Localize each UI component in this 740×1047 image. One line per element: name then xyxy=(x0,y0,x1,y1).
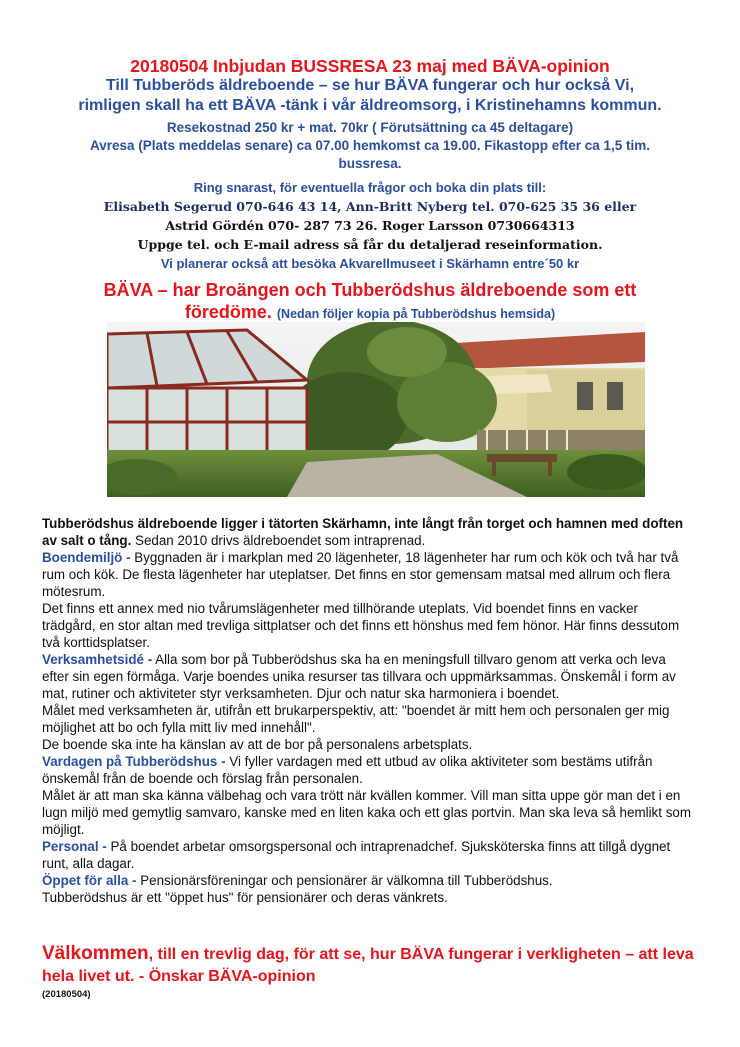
subtitle-line: rimligen skall ha ett BÄVA -tänk i vår äldreomsorg, i Kristinehamns kommun. xyxy=(78,97,662,114)
museum-note: Vi planerar också att besöka Akvarellmuseet i Skärhamn entre´50 kr xyxy=(160,256,580,271)
building-photo xyxy=(107,322,645,497)
headline-line-1: BÄVA – har Broängen och Tubberödshus äldreboende som ett xyxy=(103,280,637,300)
boendemiljo-paragraph xyxy=(42,549,692,600)
cost-line: Resekostnad 250 kr + mat. 70kr ( Förutsättning ca 45 deltagare) xyxy=(166,120,574,135)
section-headline xyxy=(40,279,700,325)
personal-text: På boendet arbetar omsorgspersonal och intraprenadchef. Sjuksköterska finns att tillgå dygnet runt, alla dagar. xyxy=(42,839,671,871)
oppet-paragraph-2: Tubberödshus är ett "öppet hus" för pensionärer och deras vänkrets. xyxy=(42,890,448,905)
headline-word: föredöme. xyxy=(184,302,272,322)
contact-phones-2: Astrid Gördén 070- 287 73 26. Roger Larsson 0730664313 xyxy=(165,218,575,233)
boendemiljo-text: Byggnaden är i markplan med 20 lägenheter, 18 lägenheter har rum och kök och två har två rum och kök. De flesta lägenheter har uteplatser. Det finns en stor gemensam matsal med allrum och flera mötesrum. xyxy=(42,550,679,599)
verksamhet-heading: Verksamhetsidé - xyxy=(42,652,153,667)
intro-bold: Tubberödshus äldreboende ligger i tätorten Skärhamn, inte långt från torget och hamnen med doften av salt o tång. xyxy=(42,516,684,548)
building-photo-illustration xyxy=(107,322,645,497)
boendemiljo-heading: Boendemiljö - xyxy=(42,550,131,565)
verksamhet-paragraph xyxy=(42,651,692,702)
travel-cost-info xyxy=(40,119,700,173)
footer-date: (20180504) xyxy=(42,989,91,1000)
welcome-word: Välkommen xyxy=(42,943,149,964)
vardagen-paragraph xyxy=(42,753,692,787)
welcome-message xyxy=(42,943,702,988)
article-body xyxy=(42,515,692,906)
annex-paragraph: Det finns ett annex med nio tvårumslägenheter med tillhörande uteplats. Vid boendet finns en vacker trädgård, en stor altan med trevliga sittplatser och det finns ett hönshus med fem hönor. Här finns dessutom två korttidsplatser. xyxy=(42,601,680,650)
subtitle-line: Till Tubberöds äldreboende – se hur BÄVA fungerar och hur också Vi, xyxy=(105,77,635,94)
vardagen-heading: Vardagen på Tubberödshus - xyxy=(42,754,226,769)
vardagen-text: Vi fyller vardagen med ett utbud av olika aktiviteter som bestäms utifrån önskemål från de boende och förslag från personalen. xyxy=(42,754,653,786)
cost-line: bussresa. xyxy=(338,156,402,171)
personal-paragraph xyxy=(42,838,692,872)
headline-note: (Nedan följer kopia på Tubberödshus hemsida) xyxy=(276,307,556,321)
verksamhet-text: Alla som bor på Tubberödshus ska ha en meningsfull tillvaro genom att verka och leva efter sin egen förmåga. Varje boendes unika resurser tas tillvara och uppmärksammas. Önskemål i form av mat, rutiner och aktiviteter styr verksamheten. Djur och natur ska harmoniera i boendet. xyxy=(42,652,676,701)
welcome-text: , till en trevlig dag, för att se, hur BÄVA fungerar i verkligheten – att leva hela livet ut. - Önskar BÄVA-opinion xyxy=(42,946,694,985)
cost-line: Avresa (Plats meddelas senare) ca 07.00 hemkomst ca 19.00. Fikastopp efter ca 1,5 tim. xyxy=(89,138,651,153)
oppet-text: Pensionärsföreningar och pensionärer är välkomna till Tubberödshus. xyxy=(136,873,553,888)
contact-block xyxy=(40,178,700,273)
malet-paragraph: Målet med verksamheten är, utifrån ett brukarperspektiv, att: "boendet är mitt hem och personalen ger mig möjlighet att bo och fylla mitt liv med innehåll". xyxy=(42,703,670,735)
intro-rest: Sedan 2010 drivs äldreboendet som intraprenad. xyxy=(131,533,426,548)
contact-instructions: Uppge tel. och E-mail adress så får du detaljerad reseinformation. xyxy=(137,237,603,252)
invitation-subtitle xyxy=(40,76,700,116)
kanslan-paragraph: De boende ska inte ha känslan av att de bor på personalens arbetsplats. xyxy=(42,737,473,752)
malet2-paragraph: Målet är att man ska känna välbehag och vara trött när kvällen kommer. Vill man sitta uppe gör man det i en lugn miljö med gemytlig samvaro, kanske med en liten kaka och ett glas portvin. Man ska leva så hemlikt som möjligt. xyxy=(42,788,691,837)
oppet-paragraph xyxy=(42,872,692,889)
oppet-heading: Öppet för alla - xyxy=(42,873,137,888)
contact-phones-1: Elisabeth Segerud 070-646 43 14, Ann-Britt Nyberg tel. 070-625 35 36 eller xyxy=(103,199,637,214)
intro-paragraph xyxy=(42,515,692,549)
invitation-title: 20180504 Inbjudan BUSSRESA 23 maj med BÄVA-opinion xyxy=(130,56,610,76)
personal-heading: Personal - xyxy=(42,839,107,854)
contact-intro: Ring snarast, för eventuella frågor och boka din plats till: xyxy=(193,180,547,195)
